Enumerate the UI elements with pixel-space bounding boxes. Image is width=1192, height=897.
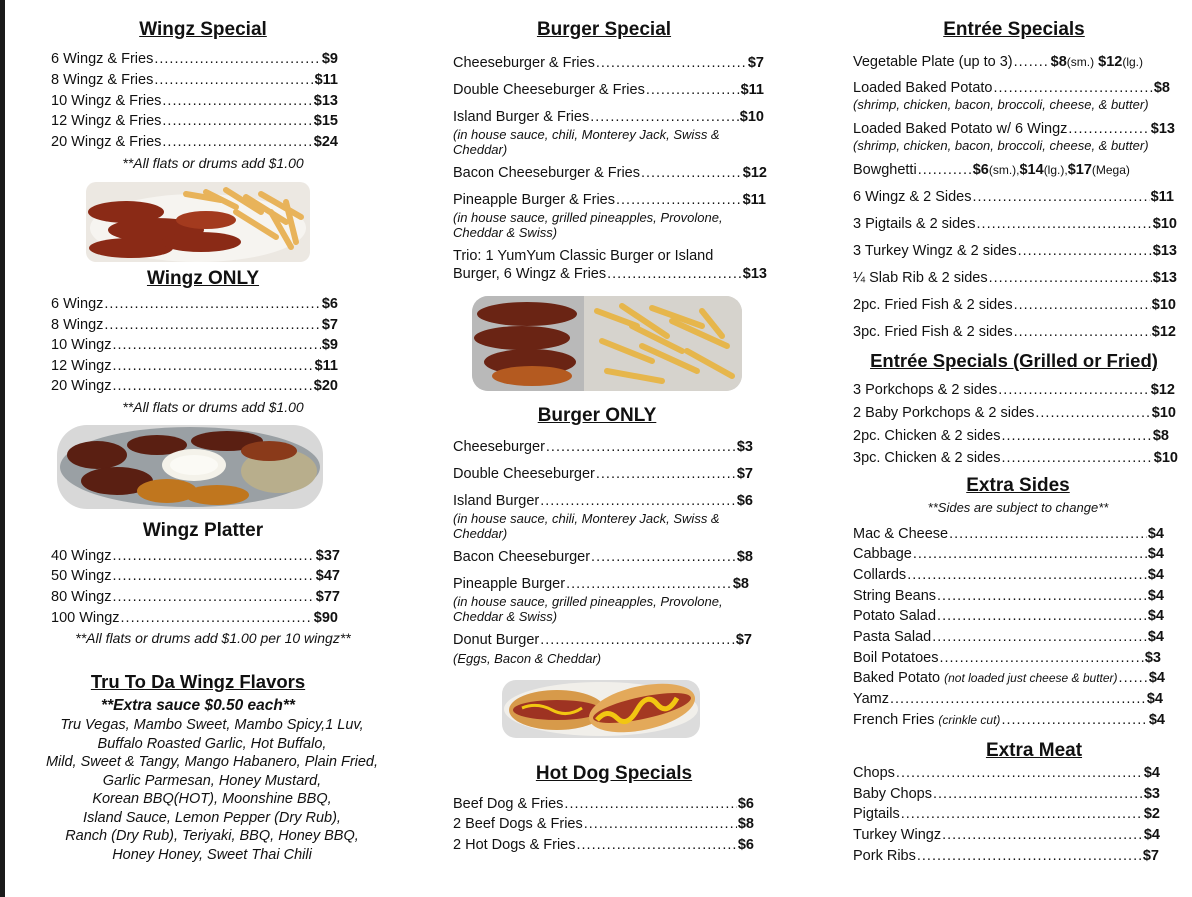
menu-row: 8 Wingz & Fries ..... $11: [51, 72, 338, 88]
menu-row: Boil Potatoes ..... $3: [853, 650, 1161, 666]
menu-row: Bacon Cheeseburger & Fries ..... $12: [453, 165, 767, 181]
menu-row: 20 Wingz ..... $20: [51, 378, 338, 394]
wings-and-fries-trio-photo: [472, 296, 742, 391]
extra-sauce-note: **Extra sauce $0.50 each**: [101, 697, 295, 714]
menu-row: Turkey Wingz ..... $4: [853, 827, 1160, 843]
entree-specials-heading: Entrée Specials: [943, 19, 1085, 40]
menu-row: 2 Hot Dogs & Fries ..... $6: [453, 837, 754, 853]
menu-row: 2pc. Chicken & 2 sides ..... $8: [853, 428, 1169, 444]
entree-grilled-heading: Entrée Specials (Grilled or Fried): [870, 350, 1158, 371]
menu-row: Chops ..... $4: [853, 765, 1160, 781]
flavor-line: Mild, Sweet & Tangy, Mango Habanero, Plain Fried,: [45, 754, 379, 770]
menu-row: 10 Wingz & Fries ..... $13: [51, 93, 338, 109]
menu-row: 80 Wingz ..... $77: [51, 589, 340, 605]
menu-row-vegetable-plate: Vegetable Plate (up to 3) ..... $8 (sm.) $12 (lg.): [853, 54, 1171, 70]
wingz-special-heading: Wingz Special: [139, 19, 267, 40]
menu-row: Baked Potato (not loaded just cheese & butter) ..... $4: [853, 670, 1165, 686]
menu-row: String Beans ..... $4: [853, 588, 1164, 604]
menu-row: Island Burger & Fries ..... $10: [453, 109, 764, 125]
wingz-only-heading: Wingz ONLY: [146, 268, 260, 289]
menu-row: Potato Salad ..... $4: [853, 608, 1164, 624]
flats-drums-note: **All flats or drums add $1.00: [122, 399, 304, 415]
flavors-heading: Tru To Da Wingz Flavors: [90, 671, 306, 692]
menu-row: 10 Wingz ..... $9: [51, 337, 338, 353]
flats-drums-note: **All flats or drums add $1.00: [122, 155, 304, 171]
menu-row: Cabbage ..... $4: [853, 546, 1164, 562]
menu-row: 40 Wingz ..... $37: [51, 548, 340, 564]
item-description: (in house sauce, grilled pineapples, Provolone, Cheddar & Swiss): [453, 210, 723, 240]
flavor-line: Buffalo Roasted Garlic, Hot Buffalo,: [97, 735, 327, 752]
menu-row: Pork Ribs ..... $7: [853, 848, 1159, 864]
menu-row: Collards ..... $4: [853, 567, 1164, 583]
item-description: (Eggs, Bacon & Cheddar): [453, 651, 602, 666]
menu-row: 100 Wingz ..... $90: [51, 610, 338, 626]
sides-change-note: **Sides are subject to change**: [927, 500, 1109, 515]
menu-row: Pigtails ..... $2: [853, 806, 1160, 822]
flavor-line: Korean BBQ(HOT), Moonshine BBQ,: [92, 791, 332, 807]
menu-row: 3pc. Chicken & 2 sides ..... $10: [853, 450, 1178, 466]
wings-and-fries-photo: [86, 182, 310, 262]
menu-row: 6 Wingz & Fries ..... $9: [51, 51, 338, 67]
menu-row: Loaded Baked Potato ..... $8: [853, 80, 1170, 96]
menu-row: Double Cheeseburger ..... $7: [453, 466, 753, 482]
extra-sides-heading: Extra Sides: [966, 475, 1070, 496]
menu-row: Burger, 6 Wingz & Fries ..... $13: [453, 266, 767, 282]
menu-row: 20 Wingz & Fries ..... $24: [51, 134, 338, 150]
flavor-line: Island Sauce, Lemon Pepper (Dry Rub),: [83, 809, 341, 826]
flavor-line: Ranch (Dry Rub), Teriyaki, BBQ, Honey BBQ,: [65, 828, 359, 844]
menu-row: 3 Porkchops & 2 sides ..... $12: [853, 382, 1175, 398]
menu-row: 6 Wingz & 2 Sides ..... $11: [853, 189, 1174, 205]
menu-row: 2 Baby Porkchops & 2 sides ..... $10: [853, 405, 1176, 421]
menu-row: ¼ Slab Rib & 2 sides ..... $13: [853, 270, 1177, 286]
wingz-platter-heading: Wingz Platter: [142, 520, 264, 541]
menu-row: Beef Dog & Fries ..... $6: [453, 796, 754, 812]
menu-row: 3 Pigtails & 2 sides ..... $10: [853, 216, 1177, 232]
trio-line: Trio: 1 YumYum Classic Burger or Island: [453, 248, 714, 264]
menu-row: Cheeseburger ..... $3: [453, 439, 753, 455]
menu-row: Mac & Cheese ..... $4: [853, 526, 1164, 542]
item-description: (shrimp, chicken, bacon, broccoli, cheese, & butter): [853, 138, 1149, 153]
menu-row: 2 Beef Dogs & Fries ..... $8: [453, 816, 754, 832]
flavor-line: Garlic Parmesan, Honey Mustard,: [102, 772, 322, 789]
menu-row: Pasta Salad ..... $4: [853, 629, 1164, 645]
menu-row: Loaded Baked Potato w/ 6 Wingz ..... $13: [853, 121, 1175, 137]
menu-row: Pineapple Burger ..... $8: [453, 576, 749, 592]
menu-row: Yamz ..... $4: [853, 691, 1163, 707]
menu-row: Island Burger ..... $6: [453, 493, 753, 509]
flavor-line: Honey Honey, Sweet Thai Chili: [112, 846, 312, 863]
menu-row: Double Cheeseburger & Fries ..... $11: [453, 82, 764, 98]
menu-row: Baby Chops ..... $3: [853, 786, 1160, 802]
page-edge: [0, 0, 5, 897]
burger-special-heading: Burger Special: [536, 19, 672, 40]
item-description: (in house sauce, grilled pineapples, Provolone, Cheddar & Swiss): [453, 594, 723, 624]
menu-row: 3 Turkey Wingz & 2 sides ..... $13: [853, 243, 1177, 259]
extra-meat-heading: Extra Meat: [985, 740, 1083, 761]
menu-row-bowghetti: Bowghetti ..... $6 (sm.), $14 (lg.), $17 (Mega): [853, 162, 1173, 178]
flavor-line: Tru Vegas, Mambo Sweet, Mambo Spicy,1 Luv,: [60, 717, 364, 733]
menu-row: Bacon Cheeseburger ..... $8: [453, 549, 753, 565]
item-description: (shrimp, chicken, bacon, broccoli, cheese, & butter): [853, 97, 1149, 112]
menu-row: 3pc. Fried Fish & 2 sides ..... $12: [853, 324, 1176, 340]
hot-dog-heading: Hot Dog Specials: [535, 763, 693, 784]
menu-row: 12 Wingz & Fries ..... $15: [51, 113, 338, 129]
menu-row: 50 Wingz ..... $47: [51, 568, 340, 584]
hot-dog-photo: [502, 680, 700, 738]
item-description: (in house sauce, chili, Monterey Jack, Swiss & Cheddar): [453, 511, 720, 541]
wings-platter-photo: [57, 425, 323, 509]
menu-row: Pineapple Burger & Fries ..... $11: [453, 192, 766, 208]
burger-only-heading: Burger ONLY: [537, 405, 657, 426]
menu-row: French Fries (crinkle cut) ..... $4: [853, 712, 1165, 728]
menu-row: 6 Wingz ..... $6: [51, 296, 338, 312]
menu-row: 12 Wingz ..... $11: [51, 358, 338, 374]
menu-row: Cheeseburger & Fries ..... $7: [453, 55, 764, 71]
flavors-list: [46, 716, 378, 864]
item-description: (in house sauce, chili, Monterey Jack, Swiss & Cheddar): [453, 127, 720, 157]
per-10-wingz-note: **All flats or drums add $1.00 per 10 wingz**: [75, 630, 351, 646]
menu-row: Donut Burger ..... $7: [453, 632, 752, 648]
menu-row: 2pc. Fried Fish & 2 sides ..... $10: [853, 297, 1176, 313]
menu-row: 8 Wingz ..... $7: [51, 317, 338, 333]
